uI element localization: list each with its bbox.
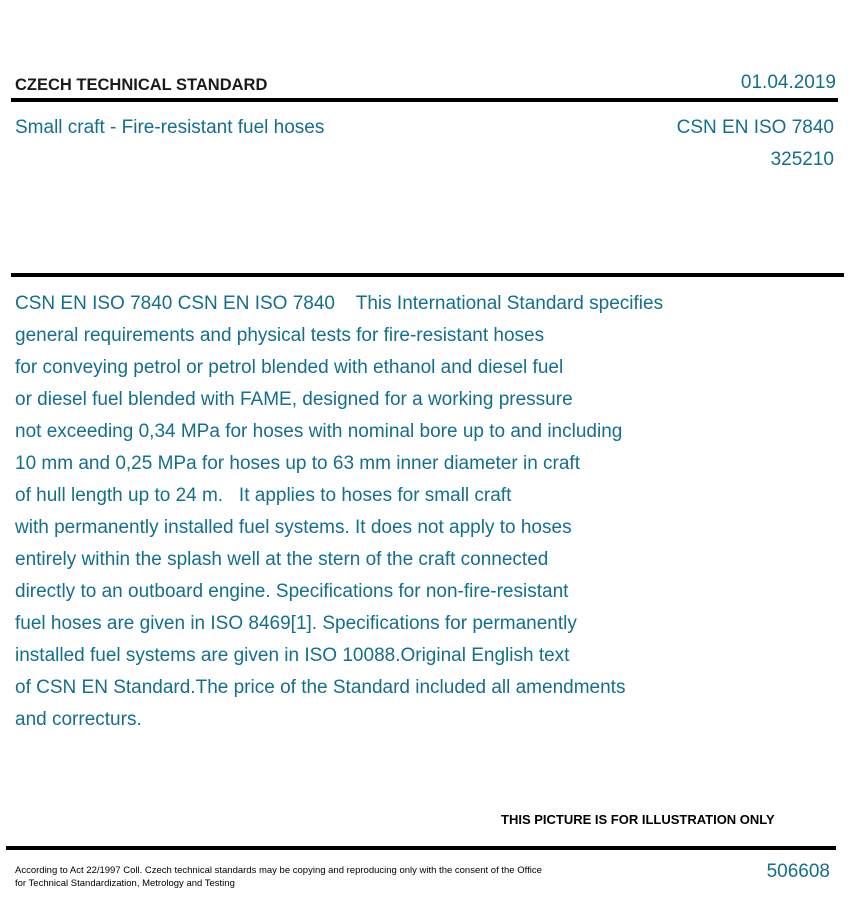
catalog-number: 506608 [766,861,830,882]
description-line: with permanently installed fuel systems. It does not apply to hoses [15,517,572,538]
copyright-notice [15,864,542,890]
description-line: and correcturs. [15,709,142,730]
copyright-notice-line: According to Act 22/1997 Coll. Czech technical standards may be copying and reproducing only with the consent of the Office [15,865,542,876]
description-line: not exceeding 0,34 MPa for hoses with nominal bore up to and including [15,421,623,442]
description-line: directly to an outboard engine. Specifications for non-fire-resistant [15,581,569,602]
description-line: for conveying petrol or petrol blended with ethanol and diesel fuel [15,357,564,378]
document-type-label: CZECH TECHNICAL STANDARD [15,76,268,94]
description-line: entirely within the splash well at the stern of the craft connected [15,549,549,570]
description-line: CSN EN ISO 7840 CSN EN ISO 7840 This International Standard specifies [15,293,664,314]
standard-description [15,288,815,736]
description-line: 10 mm and 0,25 MPa for hoses up to 63 mm inner diameter in craft [15,453,580,474]
copyright-notice-line: for Technical Standardization, Metrology and Testing [15,878,235,889]
header-divider [11,98,838,102]
description-line: of CSN EN Standard.The price of the Standard included all amendments [15,677,626,698]
standard-title: Small craft - Fire-resistant fuel hoses [15,117,325,138]
description-line: or diesel fuel blended with FAME, designed for a working pressure [15,389,573,410]
illustration-notice: THIS PICTURE IS FOR ILLUSTRATION ONLY [501,812,775,827]
footer-divider [6,846,836,850]
description-line: fuel hoses are given in ISO 8469[1]. Specifications for permanently [15,613,577,634]
classification-number: 325210 [770,149,834,170]
description-line: general requirements and physical tests for fire-resistant hoses [15,325,545,346]
description-line: installed fuel systems are given in ISO 10088.Original English text [15,645,570,666]
publication-date: 01.04.2019 [740,72,836,93]
standard-number: CSN EN ISO 7840 [676,117,834,138]
section-divider [11,273,844,277]
description-line: of hull length up to 24 m. It applies to hoses for small craft [15,485,512,506]
